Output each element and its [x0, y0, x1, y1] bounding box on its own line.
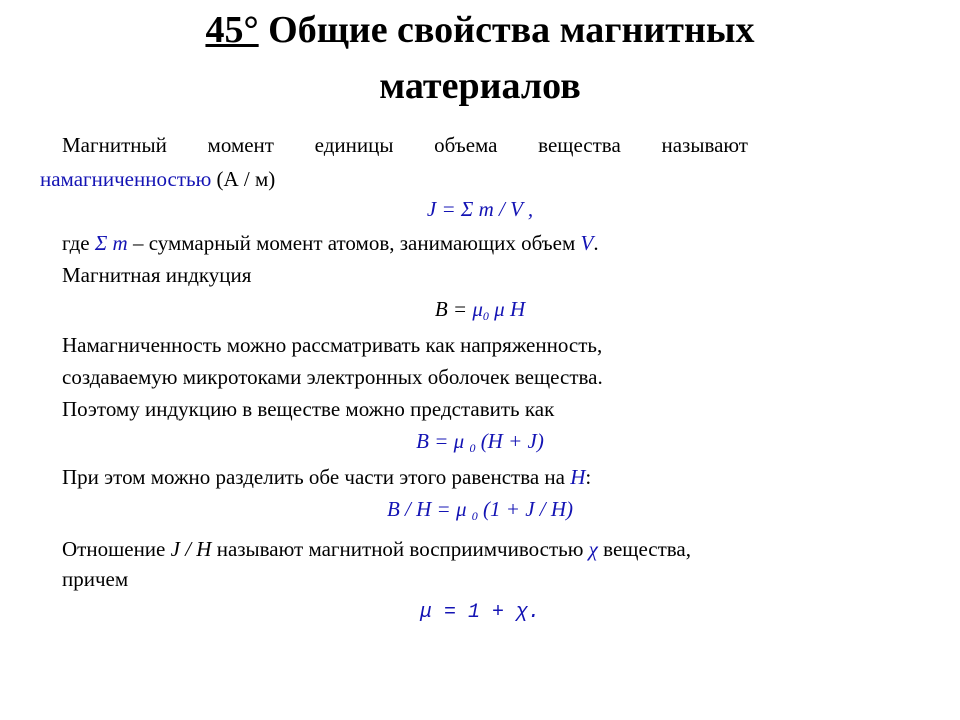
equation-ratio — [60, 496, 900, 529]
h-symbol: H — [570, 465, 586, 489]
equation-induction-sum — [60, 428, 900, 461]
explanation-period: . — [593, 231, 599, 255]
equation-induction — [60, 296, 900, 329]
division-line — [62, 464, 591, 490]
division-text: При этом можно разделить обе части этого равенства на — [62, 465, 571, 489]
eq4-rhs: (1 + J / H) — [477, 497, 574, 521]
page-title — [60, 2, 900, 114]
explanation-line — [62, 230, 599, 256]
eq4-lhs: B / H = μ — [386, 497, 472, 521]
title-line-1 — [60, 2, 900, 58]
eq2-lhs: B = — [434, 297, 473, 321]
magnetization-unit: (А / м) — [211, 167, 276, 191]
explanation-text: – суммарный момент атомов, занимающих объем — [127, 231, 581, 255]
title-text-1: Общие свойства магнитных — [258, 9, 755, 51]
induction-heading: Магнитная индкуция — [62, 263, 252, 287]
eq4-subscript: 0 — [471, 509, 478, 523]
explanation-prefix: где — [62, 231, 95, 255]
title-line-2: материалов — [379, 65, 581, 107]
susceptibility-line — [62, 536, 691, 562]
definition-line-1: Магнитный момент единицы объема вещества называют — [62, 133, 748, 157]
susceptibility-suffix: вещества, — [597, 537, 691, 561]
eq3-subscript: 0 — [469, 441, 476, 455]
j-over-h: J / H — [170, 537, 212, 561]
magnetization-term: намагниченностью — [40, 167, 212, 191]
eq3-lhs: B = μ — [416, 429, 470, 453]
susceptibility-text: называют магнитной восприимчивостью — [211, 537, 589, 561]
eq2-rhs: μ H — [488, 297, 526, 321]
sum-m-symbol: Σ m — [94, 231, 128, 255]
moreover-line: причем — [62, 567, 129, 591]
chi-symbol: χ — [588, 537, 598, 561]
paragraph-line-1: Намагниченность можно рассматривать как напряженность, — [62, 333, 603, 357]
paragraph-line-2: создаваемую микротоками электронных оболочек вещества. — [62, 365, 603, 389]
section-number: 45° — [205, 9, 259, 51]
division-colon: : — [585, 465, 592, 489]
equation-permeability: μ = 1 + χ. — [419, 601, 541, 624]
eq3-rhs: (H + J) — [475, 429, 544, 453]
volume-symbol: V — [580, 231, 594, 255]
mu-subscript: 0 — [482, 309, 489, 323]
definition-line-2 — [40, 166, 275, 192]
susceptibility-prefix: Отношение — [62, 537, 171, 561]
paragraph-line-3: Поэтому индукцию в веществе можно представить как — [62, 397, 555, 421]
mu-symbol: μ — [472, 297, 483, 321]
equation-magnetization: J = Σ m / V , — [426, 197, 534, 221]
